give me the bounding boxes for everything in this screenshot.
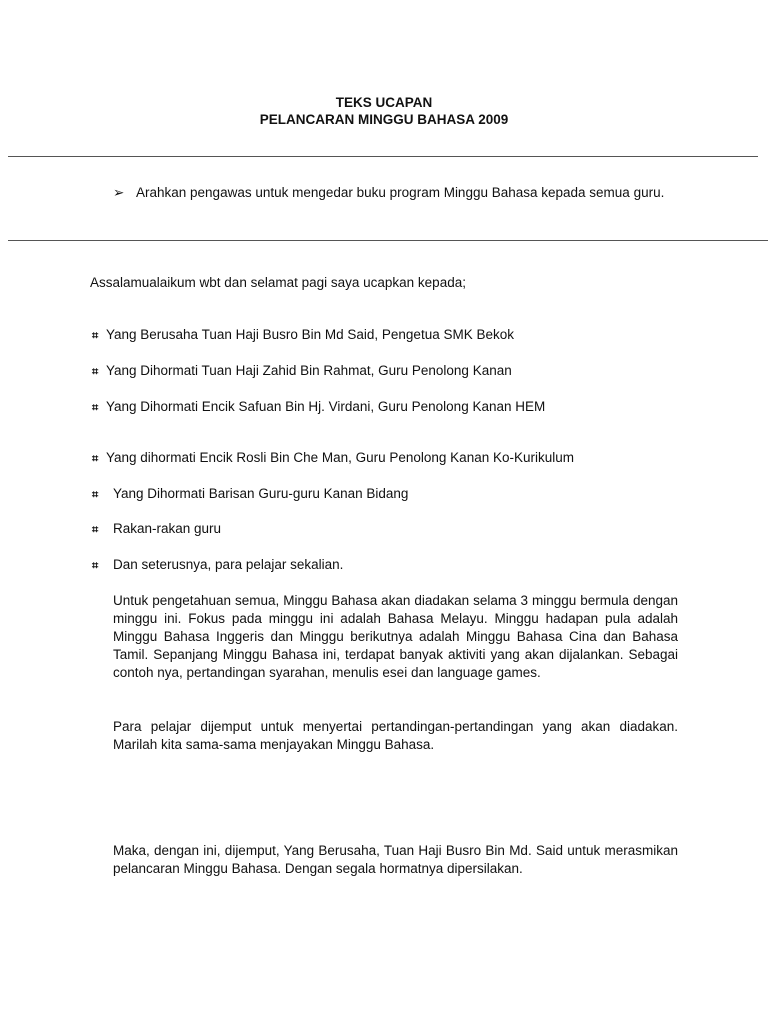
salutation-item bbox=[92, 520, 221, 539]
salutation-text: Rakan-rakan guru bbox=[113, 521, 222, 536]
salutation-item bbox=[92, 362, 512, 381]
salutation-item bbox=[92, 449, 574, 468]
square-bullet-icon: ⌗ bbox=[92, 489, 99, 501]
salutation-text: Yang Dihormati Barisan Guru-guru Kanan Bidang bbox=[113, 486, 409, 501]
bottom-divider bbox=[8, 240, 768, 241]
square-bullet-icon: ⌗ bbox=[92, 453, 99, 465]
instruction-text: Arahkan pengawas untuk mengedar buku program Minggu Bahasa kepada semua guru. bbox=[136, 185, 665, 200]
square-bullet-icon: ⌗ bbox=[92, 330, 99, 342]
salutation-text: Yang dihormati Encik Rosli Bin Che Man, Guru Penolong Kanan Ko-Kurikulum bbox=[106, 450, 574, 465]
salutation-item bbox=[92, 326, 514, 345]
instruction-note bbox=[113, 182, 678, 203]
arrow-bullet-icon: ➢ bbox=[113, 185, 125, 200]
top-divider bbox=[8, 156, 758, 157]
document-subtitle: PELANCARAN MINGGU BAHASA 2009 bbox=[259, 112, 509, 127]
square-bullet-icon: ⌗ bbox=[92, 524, 99, 536]
body-paragraph-closing: Maka, dengan ini, dijemput, Yang Berusaha, Tuan Haji Busro Bin Md. Said untuk merasmikan pelancaran Minggu Bahasa. Dengan segala hormatnya dipersilakan. bbox=[113, 843, 678, 876]
salutation-text: Yang Berusaha Tuan Haji Busro Bin Md Said, Pengetua SMK Bekok bbox=[106, 327, 514, 342]
salutation-text: Yang Dihormati Encik Safuan Bin Hj. Virdani, Guru Penolong Kanan HEM bbox=[106, 399, 546, 414]
salutation-item bbox=[92, 398, 545, 417]
square-bullet-icon: ⌗ bbox=[92, 560, 99, 572]
body-paragraph-info: Untuk pengetahuan semua, Minggu Bahasa akan diadakan selama 3 minggu bermula dengan minggu ini. Fokus pada minggu ini adalah Bahasa Melayu. Minggu hadapan pula adalah Minggu Bahasa Inggeris dan Minggu berikutnya adalah Minggu Bahasa Cina dan Bahasa Tamil. Sepanjang Minggu Bahasa ini, terdapat banyak aktiviti yang akan dijalankan. Sebagai contoh nya, pertandingan syarahan, menulis esei dan language games. bbox=[113, 593, 678, 680]
greeting-line: Assalamualaikum wbt dan selamat pagi saya ucapkan kepada; bbox=[90, 275, 466, 290]
salutation-text: Yang Dihormati Tuan Haji Zahid Bin Rahmat, Guru Penolong Kanan bbox=[106, 363, 512, 378]
square-bullet-icon: ⌗ bbox=[92, 366, 99, 378]
square-bullet-icon: ⌗ bbox=[92, 402, 99, 414]
salutation-item bbox=[92, 556, 343, 575]
salutation-item bbox=[92, 485, 408, 504]
salutation-text: Dan seterusnya, para pelajar sekalian. bbox=[113, 557, 344, 572]
document-title: TEKS UCAPAN bbox=[335, 95, 433, 110]
body-paragraph-invitation: Para pelajar dijemput untuk menyertai pertandingan-pertandingan yang akan diadakan. Marilah kita sama-sama menjayakan Minggu Bahasa. bbox=[113, 719, 678, 752]
